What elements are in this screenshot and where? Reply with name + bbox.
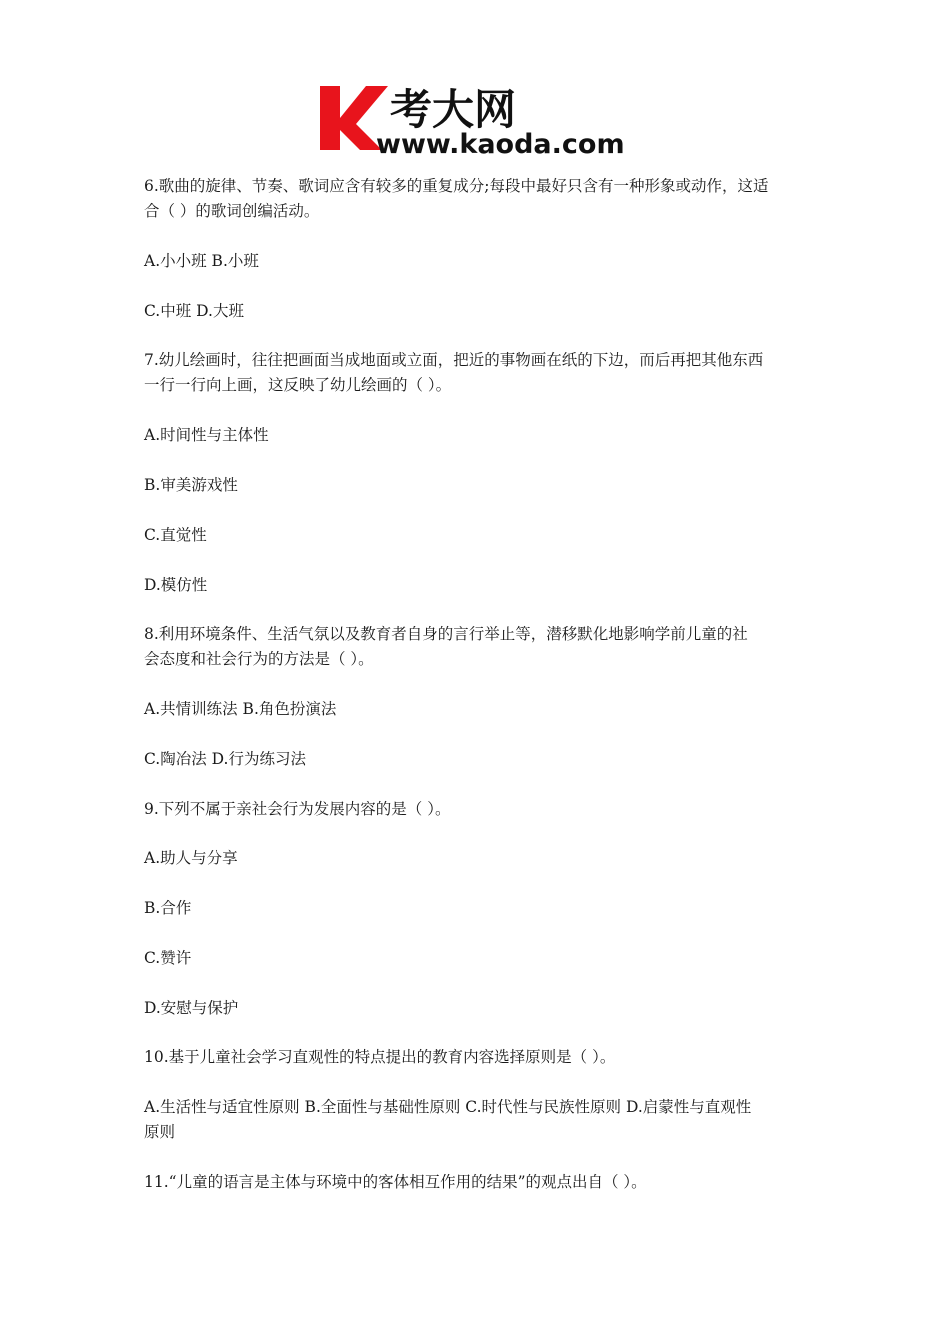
question-8-line-2: 会态度和社会行为的方法是（ ）。 — [144, 650, 374, 668]
question-6-line-2: 合（ ）的歌词创编活动。 — [144, 202, 320, 220]
question-10-line-1: 10.基于儿童社会学习直观性的特点提出的教育内容选择原则是（ ）。 — [144, 1048, 616, 1066]
kaoda-logo — [318, 80, 640, 160]
question-9-option-c: C.赞许 — [144, 949, 192, 967]
kaoda-logo-graphic — [318, 80, 640, 160]
question-7-option-a: A.时间性与主体性 — [144, 426, 269, 444]
brand-chinese-name: 考大网 — [390, 85, 517, 134]
question-7-option-b: B.审美游戏性 — [144, 476, 238, 494]
question-7-line-1: 7.幼儿绘画时，往往把画面当成地面或立面，把近的事物画在纸的下边，而后再把其他东西 — [144, 351, 764, 369]
question-10-options-line-1: A.生活性与适宜性原则 B.全面性与基础性原则 C.时代性与民族性原则 D.启蒙性与直观性 — [144, 1098, 752, 1116]
question-8-options-cd: C.陶冶法 D.行为练习法 — [144, 750, 306, 768]
question-6-options-cd: C.中班 D.大班 — [144, 302, 244, 320]
question-6-line-1: 6.歌曲的旋律、节奏、歌词应含有较多的重复成分;每段中最好只含有一种形象或动作，这适 — [144, 177, 769, 195]
question-7-option-c: C.直觉性 — [144, 526, 207, 544]
brand-url: www.kaoda.com — [376, 129, 625, 160]
question-9-option-a: A.助人与分享 — [144, 849, 238, 867]
question-11-line-1: 11.“儿童的语言是主体与环境中的客体相互作用的结果”的观点出自（ ）。 — [144, 1173, 647, 1191]
question-8-line-1: 8.利用环境条件、生活气氛以及教育者自身的言行举止等，潜移默化地影响学前儿童的社 — [144, 625, 748, 643]
question-7-option-d: D.模仿性 — [144, 576, 208, 594]
question-6-options-ab: A.小小班 B.小班 — [144, 252, 259, 270]
question-9-option-d: D.安慰与保护 — [144, 999, 239, 1017]
question-10-options-line-2: 原则 — [144, 1123, 176, 1141]
question-8-options-ab: A.共情训练法 B.角色扮演法 — [144, 700, 337, 718]
question-7-line-2: 一行一行向上画，这反映了幼儿绘画的（ ）。 — [144, 376, 452, 394]
question-9-line-1: 9.下列不属于亲社会行为发展内容的是（ ）。 — [144, 800, 451, 818]
question-9-option-b: B.合作 — [144, 899, 192, 917]
